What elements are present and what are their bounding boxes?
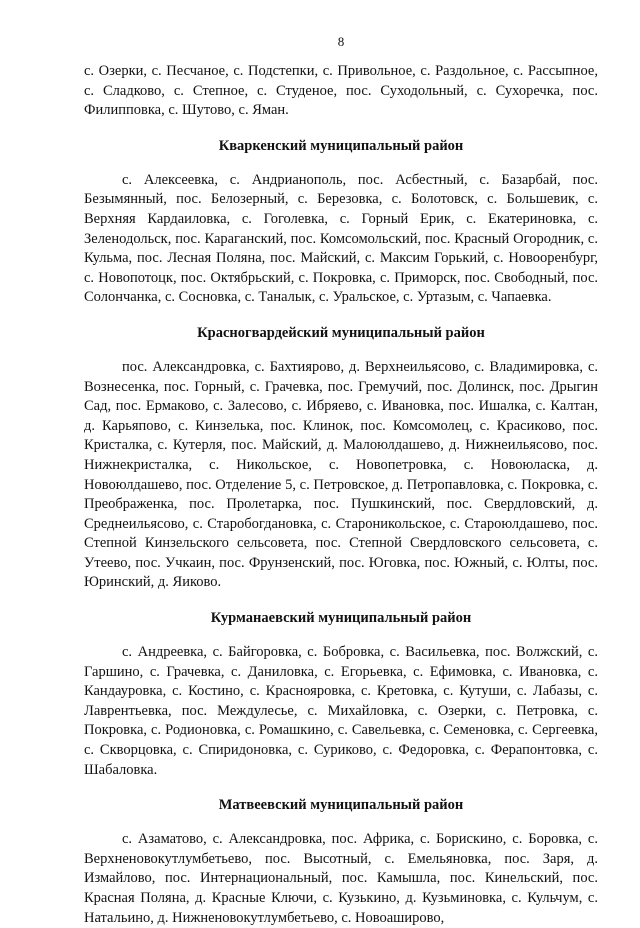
settlement-list-krasnogvardeysky: пос. Александровка, с. Бахтиярово, д. Верхнеильясово, с. Владимировка, с. Вознесенка, пос. Горный, с. Грачевка, пос. Гремучий, пос. Долинск, пос. Дрыгин Сад, пос. Ермаково, с. Залесово, с. Ибряево, с. Ивановка, пос. Ишалка, с. Калтан, д. Карьяпово, с. Кинзелька, пос. Клинок, пос. Комсомолец, с. Красиково, пос. Кристалка, с. Кутерля, пос. Майский, д. Малоюлдашево, д. Нижнеильясово, пос. Нижнекристалка, с. Никольское, с. Новопетровка, с. Новоюласка, д. Новоюлдашево, пос. Отделение 5, с. Петровское, д. Петропавловка, с. Покровка, с. Преображенка, пос. Пролетарка, пос. Пушкинский, пос. Свердловский, д. Среднеильясово, с. Старобогдановка, с. Староникольское, с. Староюлдашево, пос. Степной Кинзельского сельсовета, пос. Степной Свердловского сельсовета, с. Утеево, пос. Учкаин, пос. Фрунзенский, пос. Юговка, пос. Южный, с. Юлты, пос. Юринский, д. Яиково. <box>84 358 598 591</box>
district-heading-matveevsky: Матвеевский муниципальный район <box>218 797 464 814</box>
settlement-list-kvarkeno: с. Алексеевка, с. Андрианополь, пос. Асбестный, с. Базарбай, пос. Безымянный, пос. Белозерный, с. Березовка, с. Болотовск, с. Большевик, с. Верхняя Кардаиловка, с. Гоголевка, с. Горный Ерик, с. Екатериновка, с. Зеленодольск, пос. Караганский, пос. Комсомольский, пос. Красный Огородник, с. Кульма, пос. Лесная Поляна, пос. Майский, с. Максим Горький, с. Новооренбург, с. Новопотоцк, пос. Октябрьский, с. Покровка, с. Приморск, пос. Свободный, пос. Солончанка, с. Сосновка, с. Таналык, с. Уральское, с. Уртазым, с. Чапаевка. <box>84 171 598 306</box>
district-heading-krasnogvardeysky: Красногвардейский муниципальный район <box>197 324 485 341</box>
district-heading-kvarkeno: Кваркенский муниципальный район <box>218 137 464 154</box>
document-page <box>84 34 598 926</box>
district-heading-kurmanaevsky: Курманаевский муниципальный район <box>210 610 472 627</box>
settlement-list-matveevsky: с. Азаматово, с. Александровка, пос. Африка, с. Борискино, с. Боровка, с. Верхненовокутлумбетьево, пос. Высотный, с. Емельяновка, пос. Заря, д. Измайлово, пос. Интернациональный, пос. Камышла, пос. Кинельский, пос. Красная Поляна, д. Красные Ключи, с. Кузькино, д. Кузьминовка, с. Кульчум, с. Натальино, д. Нижненовокутлумбетьево, с. Новоаширово, <box>84 831 598 926</box>
intro-settlement-list: с. Озерки, с. Песчаное, с. Подстепки, с. Привольное, с. Раздольное, с. Рассыпное, с. Сладково, с. Степное, с. Студеное, пос. Суходольный, с. Сухоречка, пос. Филипповка, с. Шутово, с. Яман. <box>84 63 598 119</box>
settlement-list-kurmanaevsky: с. Андреевка, с. Байгоровка, с. Бобровка, с. Васильевка, пос. Волжский, с. Гаршино, с. Грачевка, с. Даниловка, с. Егорьевка, с. Ефимовка, с. Ивановка, с. Кандауровка, с. Костино, с. Краснояровка, с. Кретовка, с. Кутуши, с. Лабазы, с. Лаврентьевка, пос. Междулесье, с. Михайловка, с. Озерки, с. Петровка, с. Покровка, с. Родионовка, с. Ромашкино, с. Савельевка, с. Семеновка, с. Сергеевка, с. Скворцовка, с. Спиридоновка, с. Суриково, с. Федоровка, с. Ферапонтовка, с. Шабаловка. <box>84 644 598 778</box>
page-number: 8 <box>337 34 345 49</box>
